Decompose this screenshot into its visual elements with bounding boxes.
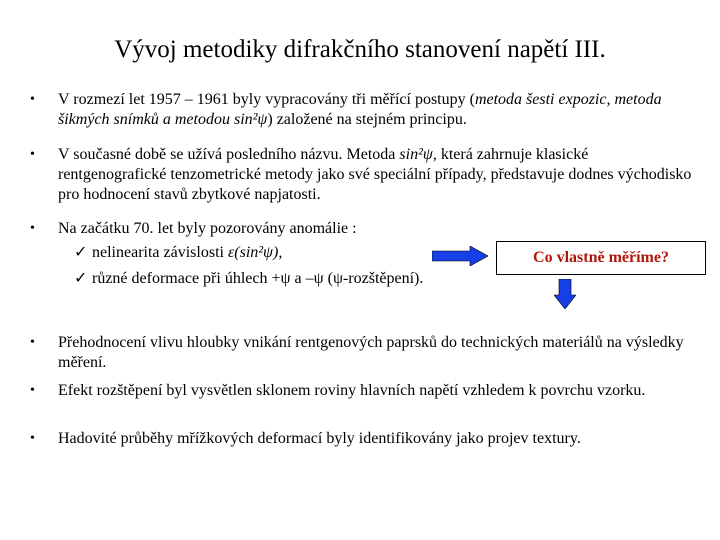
bullet-text: Hadovité průběhy mřížkových deformací byly identifikovány jako projev textury.	[58, 430, 581, 447]
bullet-item-methods	[30, 90, 700, 130]
bullet-item-anomalies	[30, 219, 700, 239]
slide-title: Vývoj metodiky difrakčního stanovení napětí III.	[114, 36, 606, 63]
bullet-dot: •	[30, 383, 35, 398]
check-item-deformation	[74, 269, 423, 289]
arrow-down-icon	[554, 279, 576, 309]
bullet-text: V současné době se užívá posledního názvu. Metoda sin²ψ, která zahrnuje klasické rentgenografické tenzometrické metody jako své speciální případy, představuje dodnes východisko pro hodnocení stavů zbytkové napjatosti.	[58, 146, 692, 203]
bullet-text: V rozmezí let 1957 – 1961 byly vypracovány tři měřící postupy (metoda šesti expozic, metoda šikmých snímků a metodou sin²ψ) založené na stejném principu.	[58, 91, 662, 128]
bullet-dot: •	[30, 221, 35, 236]
check-icon: ✓	[74, 270, 88, 287]
bullet-item-texture	[30, 429, 700, 449]
bullet-text: Efekt rozštěpení byl vysvětlen sklonem roviny hlavních napětí vzhledem k povrchu vzorku.	[58, 382, 646, 399]
check-text: různé deformace při úhlech +ψ a –ψ (ψ-rozštěpení).	[92, 270, 424, 287]
check-text: nelinearita závislosti	[92, 244, 228, 261]
bullet-dot: •	[30, 147, 35, 162]
bullet-dot: •	[30, 431, 35, 446]
bullet-dot: •	[30, 335, 35, 350]
bullet-text: Přehodnocení vlivu hloubky vnikání rentgenových paprsků do technických materiálů na výsledky měření.	[58, 334, 684, 371]
check-icon: ✓	[74, 244, 88, 261]
check-text-formula: ε(sin²ψ),	[227, 244, 283, 261]
bullet-item-splitting-effect	[30, 381, 700, 401]
check-item-nonlinearity	[74, 243, 282, 263]
bullet-item-sin2psi	[30, 145, 700, 205]
callout-box: Co vlastně měříme?	[496, 241, 706, 275]
bullet-item-penetration-depth	[30, 333, 700, 373]
bullet-dot: •	[30, 92, 35, 107]
bullet-text: Na začátku 70. let byly pozorovány anomálie :	[58, 220, 357, 237]
arrow-right-icon	[432, 246, 488, 266]
